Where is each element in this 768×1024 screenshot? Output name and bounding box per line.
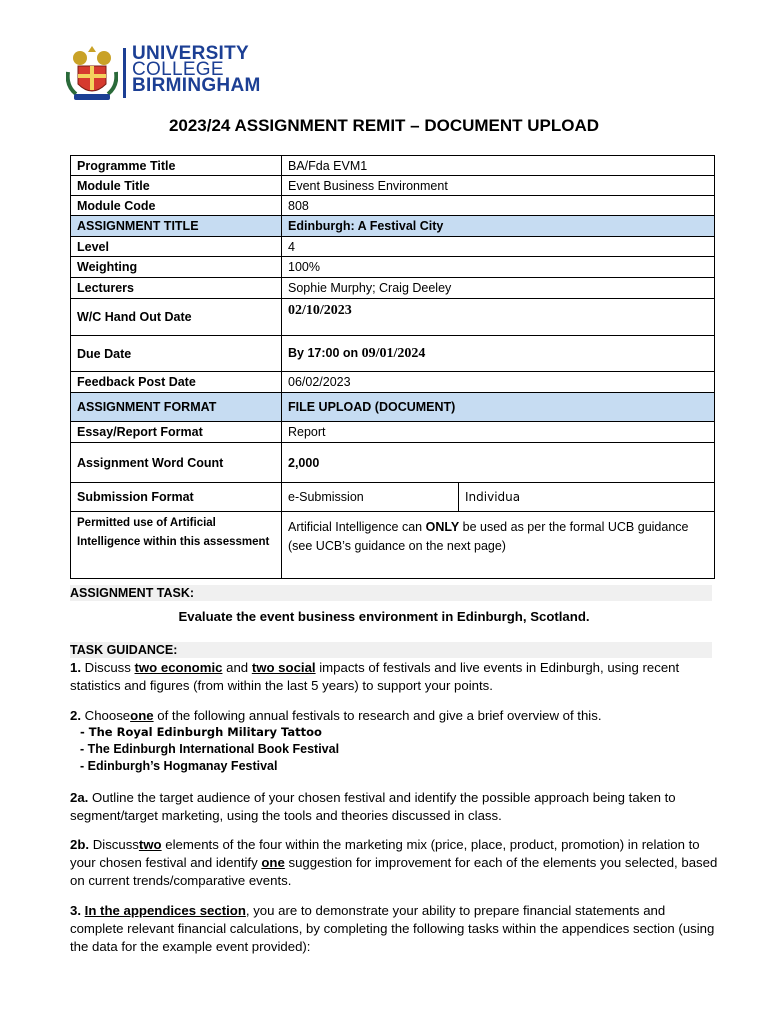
level-label: Level bbox=[71, 237, 282, 257]
ai-text-2: be used as per the formal UCB guidance (see UCB’s guidance on the next page) bbox=[288, 520, 689, 553]
university-logo bbox=[66, 44, 286, 104]
programme-title-value: BA/Fda EVM1 bbox=[282, 156, 715, 176]
table-row bbox=[71, 336, 715, 372]
assignment-task-label: ASSIGNMENT TASK: bbox=[70, 585, 712, 601]
q2a-text: Outline the target audience of your chosen festival and identify the possible approach being taken to segment/target marketing, using the tools and theories discussed in class. bbox=[70, 790, 676, 823]
due-date-label: Due Date bbox=[71, 336, 282, 372]
q2-number: 2. bbox=[70, 708, 81, 723]
ai-permission-value bbox=[282, 512, 715, 579]
q2b-one: one bbox=[261, 855, 285, 870]
q1-rest: impacts of festivals and live events in Edinburgh, using recent statistics and figures (from within the last 5 years) to support your points. bbox=[70, 660, 680, 693]
submission-format-label: Submission Format bbox=[71, 483, 282, 512]
weighting-label: Weighting bbox=[71, 257, 282, 278]
table-row bbox=[71, 156, 715, 176]
question-2a bbox=[70, 789, 720, 825]
assignment-format-value: FILE UPLOAD (DOCUMENT) bbox=[282, 393, 715, 422]
logo-line-college: COLLEGE bbox=[132, 59, 224, 80]
q2b-number: 2b. bbox=[70, 837, 90, 852]
q1-two-economic: two economic bbox=[134, 660, 223, 675]
word-count-label: Assignment Word Count bbox=[71, 443, 282, 483]
lecturers-label: Lecturers bbox=[71, 278, 282, 299]
level-value: 4 bbox=[282, 237, 715, 257]
ai-only: ONLY bbox=[425, 520, 460, 534]
word-count-value: 2,000 bbox=[282, 443, 715, 483]
task-guidance-label: TASK GUIDANCE: bbox=[70, 642, 712, 658]
table-row bbox=[71, 512, 715, 579]
q1-number: 1. bbox=[70, 660, 81, 675]
table-row bbox=[71, 299, 715, 336]
question-2b bbox=[70, 836, 720, 890]
module-title-value: Event Business Environment bbox=[282, 176, 715, 196]
weighting-value: 100% bbox=[282, 257, 715, 278]
ai-text-1: Artificial Intelligence can bbox=[288, 520, 423, 534]
q1-and: and bbox=[226, 660, 249, 675]
logo-line-birmingham: BIRMINGHAM bbox=[132, 75, 261, 96]
table-row bbox=[71, 483, 715, 512]
list-item: - The Edinburgh International Book Festival bbox=[80, 742, 340, 756]
remit-table bbox=[70, 155, 715, 579]
table-row bbox=[71, 237, 715, 257]
q2b-rest: suggestion for improvement for each of the elements you selected, based on current trends/comparative events. bbox=[70, 855, 718, 888]
table-row bbox=[71, 278, 715, 299]
q2a-number: 2a. bbox=[70, 790, 89, 805]
hand-out-date: 02/10/2023 bbox=[288, 303, 352, 318]
question-2 bbox=[70, 707, 720, 725]
submission-type-value: Individua bbox=[459, 483, 715, 512]
table-row bbox=[71, 422, 715, 443]
q2-choose: Choose bbox=[84, 708, 131, 723]
submission-format-value: e-Submission bbox=[282, 483, 459, 512]
q2b-middle: elements of the four within the marketing mix (price, place, product, promotion) in relation to your chosen festival and identify bbox=[70, 837, 700, 870]
table-row bbox=[71, 393, 715, 422]
programme-title-label: Programme Title bbox=[71, 156, 282, 176]
logo-divider bbox=[123, 48, 126, 98]
table-row bbox=[71, 257, 715, 278]
table-row bbox=[71, 216, 715, 237]
hand-out-date-value bbox=[282, 299, 715, 336]
module-title-label: Module Title bbox=[71, 176, 282, 196]
page-title: 2023/24 ASSIGNMENT REMIT – DOCUMENT UPLOAD bbox=[168, 116, 600, 135]
list-item: - Edinburgh’s Hogmanay Festival bbox=[80, 759, 278, 773]
q1-two-social: two social bbox=[251, 660, 316, 675]
assignment-format-label: ASSIGNMENT FORMAT bbox=[71, 393, 282, 422]
due-date: 09/01/2024 bbox=[361, 345, 426, 361]
assignment-title-label: ASSIGNMENT TITLE bbox=[71, 216, 282, 237]
crest-icon bbox=[66, 44, 118, 102]
essay-format-value: Report bbox=[282, 422, 715, 443]
ai-permission-label: Permitted use of Artificial Intelligence within this assessment bbox=[71, 512, 282, 579]
module-code-value: 808 bbox=[282, 196, 715, 216]
module-code-label: Module Code bbox=[71, 196, 282, 216]
q3-number: 3. bbox=[70, 903, 81, 918]
hand-out-date-label: W/C Hand Out Date bbox=[71, 299, 282, 336]
question-1 bbox=[70, 659, 720, 695]
q2-rest: of the following annual festivals to research and give a brief overview of this. bbox=[157, 708, 602, 723]
q2-one: one bbox=[130, 708, 154, 723]
table-row bbox=[71, 443, 715, 483]
assignment-title-value: Edinburgh: A Festival City bbox=[282, 216, 715, 237]
task-statement: Evaluate the event business environment in Edinburgh, Scotland. bbox=[178, 609, 590, 624]
q2b-two: two bbox=[138, 837, 162, 852]
feedback-date-value: 06/02/2023 bbox=[282, 372, 715, 393]
essay-format-label: Essay/Report Format bbox=[71, 422, 282, 443]
feedback-date-label: Feedback Post Date bbox=[71, 372, 282, 393]
due-date-value bbox=[282, 336, 715, 372]
logo-line-university: UNIVERSITY bbox=[132, 43, 250, 64]
q3-rest: , you are to demonstrate your ability to prepare financial statements and complete relevant financial calculations, by completing the following tasks within the appendices section (using the data for the example event provided): bbox=[70, 903, 715, 954]
festival-list bbox=[80, 724, 339, 775]
logo-wordmark bbox=[132, 43, 261, 96]
list-item: - The Royal Edinburgh Military Tattoo bbox=[80, 725, 322, 739]
question-3 bbox=[70, 902, 720, 956]
q3-appendices: In the appendices section bbox=[84, 903, 246, 918]
lecturers-value: Sophie Murphy; Craig Deeley bbox=[282, 278, 715, 299]
q2b-discuss: Discuss bbox=[92, 837, 139, 852]
table-row bbox=[71, 196, 715, 216]
due-date-prefix: By 17:00 on bbox=[288, 345, 359, 360]
table-row bbox=[71, 176, 715, 196]
q1-text: Discuss bbox=[84, 660, 131, 675]
table-row bbox=[71, 372, 715, 393]
